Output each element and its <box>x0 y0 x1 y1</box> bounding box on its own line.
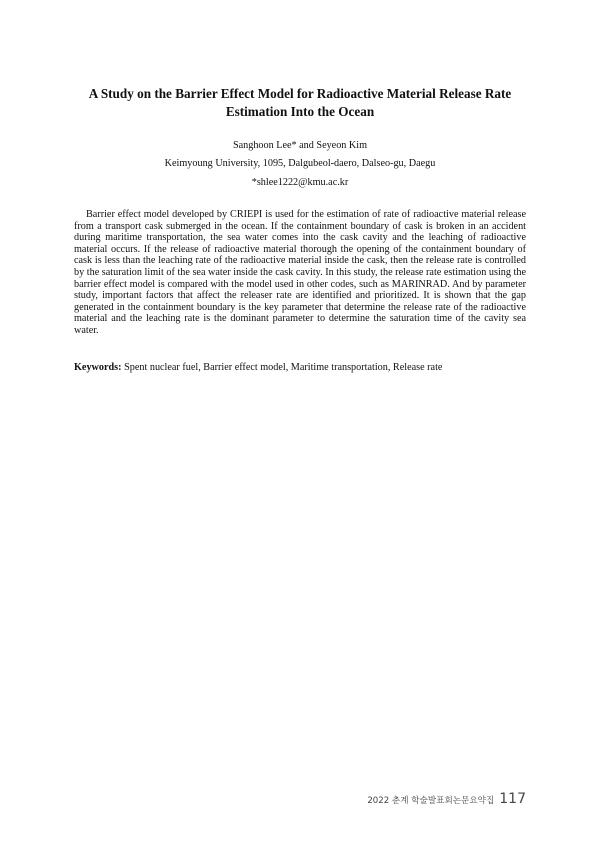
affiliation: Keimyoung University, 1095, Dalgubeol-daero, Dalseo-gu, Daegu <box>164 158 436 169</box>
author-list: Sanghoon Lee* and Seyeon Kim <box>232 140 368 151</box>
keywords <box>74 361 526 374</box>
keywords-text: Spent nuclear fuel, Barrier effect model, Maritime transportation, Release rate <box>124 362 443 373</box>
page-number: 117 <box>499 791 526 807</box>
contact-email: *shlee1222@kmu.ac.kr <box>251 177 349 188</box>
proceedings-title: 2022 춘계 학술발표회논문요약집 <box>367 796 495 806</box>
title-line-1: A Study on the Barrier Effect Model for Radioactive Material Release Rate <box>88 86 512 101</box>
keywords-label: Keywords: <box>74 362 122 373</box>
abstract-body: Barrier effect model developed by CRIEPI is used for the estimation of rate of radioactive material release from a transport cask submerged in the ocean. If the containment boundary of cask is broken in an accident during maritime transportation, the sea water comes into the cask cavity and the leaching of radioactive material occurs. If the release of radioactive material thorough the opening of the containment boundary of cask is less than the leaching rate of the radioactive material inside the cask, then the release rate is controlled by the saturation limit of the sea water inside the cask cavity. In this study, the release rate estimation using the barrier effect model is compared with the model used in other codes, such as MARINRAD. And by parameter study, important factors that affect the releaser rate are identified and prioritized. It is shown that the gap generated in the containment boundary is the key parameter that determine the release rate of the radioactive material and the leaching rate is the dominant parameter to determine the saturation time of the cavity sea water. <box>74 209 526 336</box>
page-footer <box>367 791 526 807</box>
paper-title <box>60 85 540 121</box>
title-line-2: Estimation Into the Ocean <box>225 104 375 119</box>
